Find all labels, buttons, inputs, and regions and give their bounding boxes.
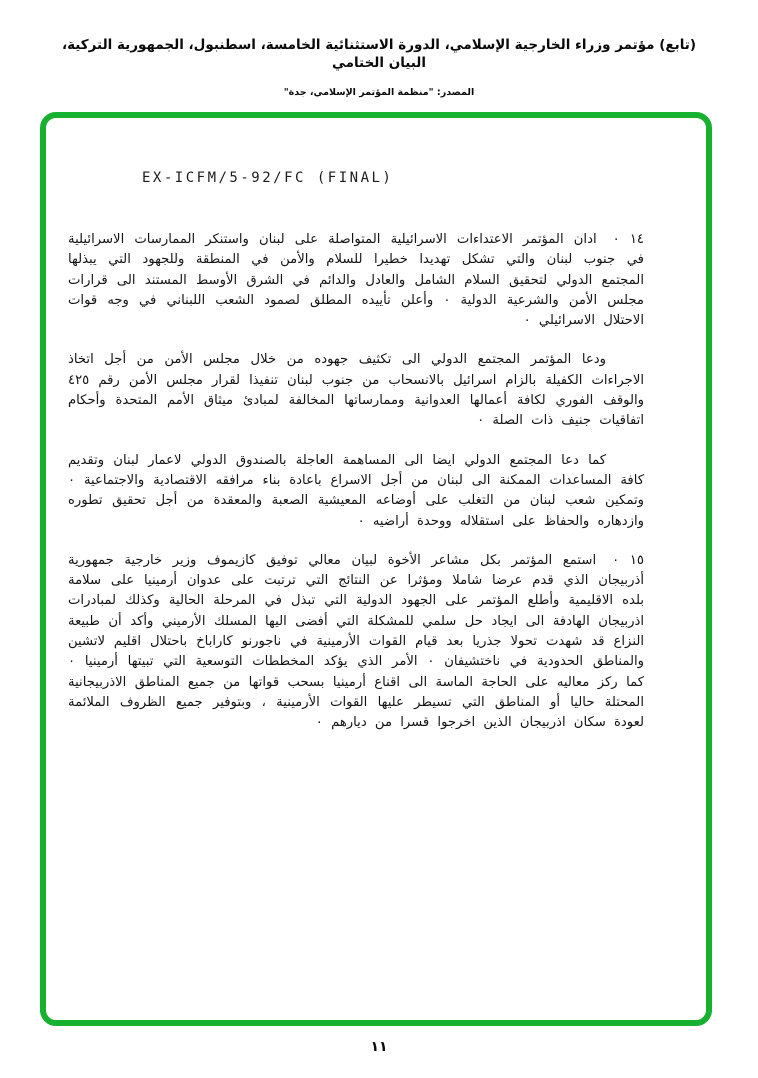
paragraph-14-continued-2 <box>68 451 644 532</box>
paragraph-15 <box>68 551 644 734</box>
paragraph-text: استمع المؤتمر بكل مشاعر الأخوة لبيان معالي توفيق كازيموف وزير خارجية جمهورية أذربيجان الذي قدم عرضا شاملا ومؤثرا عن النتائج التي ترتبت على عدوان أرمينيا على سلامة بلده الاقليمية وأطلع المؤتمر على الجهود الدولية التي تبذل في المرحلة الحالية وكذلك لمبادرات اذربيجان الهادفة الى ايجاد حل سلمي للمشكلة التي أفضى اليها المسلك الأرميني وأكد أن طبيعة النزاع قد شهدت تحولا جذريا بعد قيام القوات الأرمينية في ناجورنو كاراباخ باحتلال اقليم لاتشين والمناطق الحدودية في ناختشيفان ٠ الأمر الذي يؤكد المخططات التوسعية التي تبيتها أرمينيا ٠ كما ركز معاليه على الحاجة الماسة الى اقناع أرمينيا بسحب قواتها من جميع المناطق الاذربيجانية المحتلة حاليا أو المناطق التي تسيطر عليها القوات الأرمينية ، وبتوفير جميع الظروف الملائمة لعودة سكان اذربيجان الذين اخرجوا قسرا من ديارهم ٠ <box>68 552 644 731</box>
header-source: المصدر: "منظمة المؤتمر الإسلامي، جدة" <box>283 87 475 98</box>
paragraph-number: ١٤ ٠ <box>612 232 644 247</box>
page-number: ١١ <box>370 1039 388 1055</box>
page-header <box>0 36 758 98</box>
paragraph-text: ادان المؤتمر الاعتداءات الاسرائيلية المتواصلة على لبنان واستنكر الممارسات الاسرائيلية في جنوب لبنان والتي تشكل تهديدا خطيرا للسلام والأمن في المنطقة وللجهود التي يبذلها المجتمع الدولي لتحقيق السلام الشامل والعادل والدائم في الشرق الأوسط المستند الى قرارات مجلس الأمن والشرعية الدولية ٠ وأعلن تأييده المطلق لصمود الشعب اللبناني في وجه قوات الاحتلال الاسرائيلي ٠ <box>68 232 644 329</box>
document-frame <box>40 112 712 1026</box>
paragraph-number: ١٥ ٠ <box>612 552 644 568</box>
page-footer <box>0 1036 758 1055</box>
header-title: (تابع) مؤتمر وزراء الخارجية الإسلامي، الدورة الاستثنائية الخامسة، اسطنبول، الجمهورية التركية، البيان الختامي <box>61 37 697 71</box>
document-code: EX-ICFM/5-92/FC (FINAL) <box>142 170 394 186</box>
paragraph-14-continued-1 <box>68 350 644 431</box>
paragraph-text: ودعا المؤتمر المجتمع الدولي الى تكثيف جهوده من خلال مجلس الأمن من أجل اتخاذ الاجراءات الكفيلة بالزام اسرائيل بالانسحاب من جنوب لبنان تنفيذا لقرار مجلس الأمن رقم ٤٢٥ والوقف الفوري لكافة أعمالها العدوانية وممارساتها المخالفة لمبادئ ميثاق الأمم المتحدة وأحكام اتفاقيات جنيف ذات الصلة ٠ <box>68 352 644 429</box>
document-body <box>68 230 644 753</box>
paragraph-text: كما دعا المجتمع الدولي ايضا الى المساهمة العاجلة بالصندوق الدولي لاعمار لبنان وتقديم كافة المساعدات الممكنة الى لبنان من أجل الاسراع باعادة بناء مرافقه الاقتصادية والاجتماعية ٠ وتمكين شعب لبنان من التغلب على أوضاعه المعيشية الصعبة والمعقدة من أجل تحقيق تطوره وازدهاره والحفاظ على استقلاله ووحدة أراضيه ٠ <box>68 452 644 529</box>
paragraph-14 <box>68 230 644 331</box>
